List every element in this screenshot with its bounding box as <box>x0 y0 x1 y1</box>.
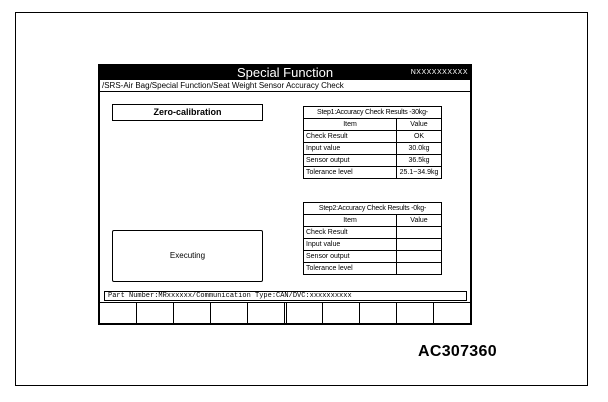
breadcrumb: /SRS-Air Bag/Special Function/Seat Weight Sensor Accuracy Check <box>102 81 344 90</box>
step1-value: 30.0kg <box>397 143 442 155</box>
step1-item: Input value <box>304 143 397 155</box>
scan-tool-screen <box>98 64 472 325</box>
table-row <box>304 167 442 179</box>
step1-item: Check Result <box>304 131 397 143</box>
step1-value: 25.1~34.9kg <box>397 167 442 179</box>
function-key-6[interactable] <box>287 303 324 324</box>
step1-value: OK <box>397 131 442 143</box>
function-key-8[interactable] <box>360 303 397 324</box>
step1-value: 36.5kg <box>397 155 442 167</box>
function-key-3[interactable] <box>174 303 211 324</box>
step2-value <box>397 263 442 275</box>
step2-value <box>397 227 442 239</box>
step2-item: Sensor output <box>304 251 397 263</box>
step1-header-item: Item <box>304 119 397 131</box>
title-bar <box>100 66 470 80</box>
function-key-5[interactable] <box>248 303 284 324</box>
function-key-2[interactable] <box>137 303 174 324</box>
table-row <box>304 227 442 239</box>
step1-header-value: Value <box>397 119 442 131</box>
function-key-group-left <box>100 303 284 324</box>
function-key-4[interactable] <box>211 303 248 324</box>
step2-results-table <box>303 202 442 275</box>
table-row <box>304 131 442 143</box>
zero-calibration-button[interactable]: Zero-calibration <box>112 104 263 121</box>
step1-item: Tolerance level <box>304 167 397 179</box>
step2-item: Check Result <box>304 227 397 239</box>
function-key-9[interactable] <box>397 303 434 324</box>
step2-caption: Step2:Accuracy Check Results -0kg- <box>304 203 442 215</box>
step1-item: Sensor output <box>304 155 397 167</box>
table-row <box>304 239 442 251</box>
function-key-1[interactable] <box>100 303 137 324</box>
screen-title: Special Function <box>236 65 334 80</box>
status-line: Part Number:MRxxxxxx/Communication Type:CAN/DVC:xxxxxxxxxx <box>104 291 467 301</box>
table-row <box>304 251 442 263</box>
step1-caption: Step1:Accuracy Check Results -30kg- <box>304 107 442 119</box>
function-key-7[interactable] <box>323 303 360 324</box>
executing-status-box: Executing <box>112 230 263 282</box>
function-key-group-right <box>284 303 471 324</box>
figure-id: AC307360 <box>418 343 497 360</box>
header-code: NXXXXXXXXXX <box>410 69 468 76</box>
step1-results-table <box>303 106 442 179</box>
function-key-bar <box>100 302 470 324</box>
step2-value <box>397 251 442 263</box>
table-row <box>304 155 442 167</box>
step2-header-item: Item <box>304 215 397 227</box>
step2-item: Tolerance level <box>304 263 397 275</box>
breadcrumb-divider <box>100 91 470 92</box>
function-key-10[interactable] <box>434 303 470 324</box>
step2-item: Input value <box>304 239 397 251</box>
table-row <box>304 143 442 155</box>
step2-header-value: Value <box>397 215 442 227</box>
step2-value <box>397 239 442 251</box>
table-row <box>304 263 442 275</box>
